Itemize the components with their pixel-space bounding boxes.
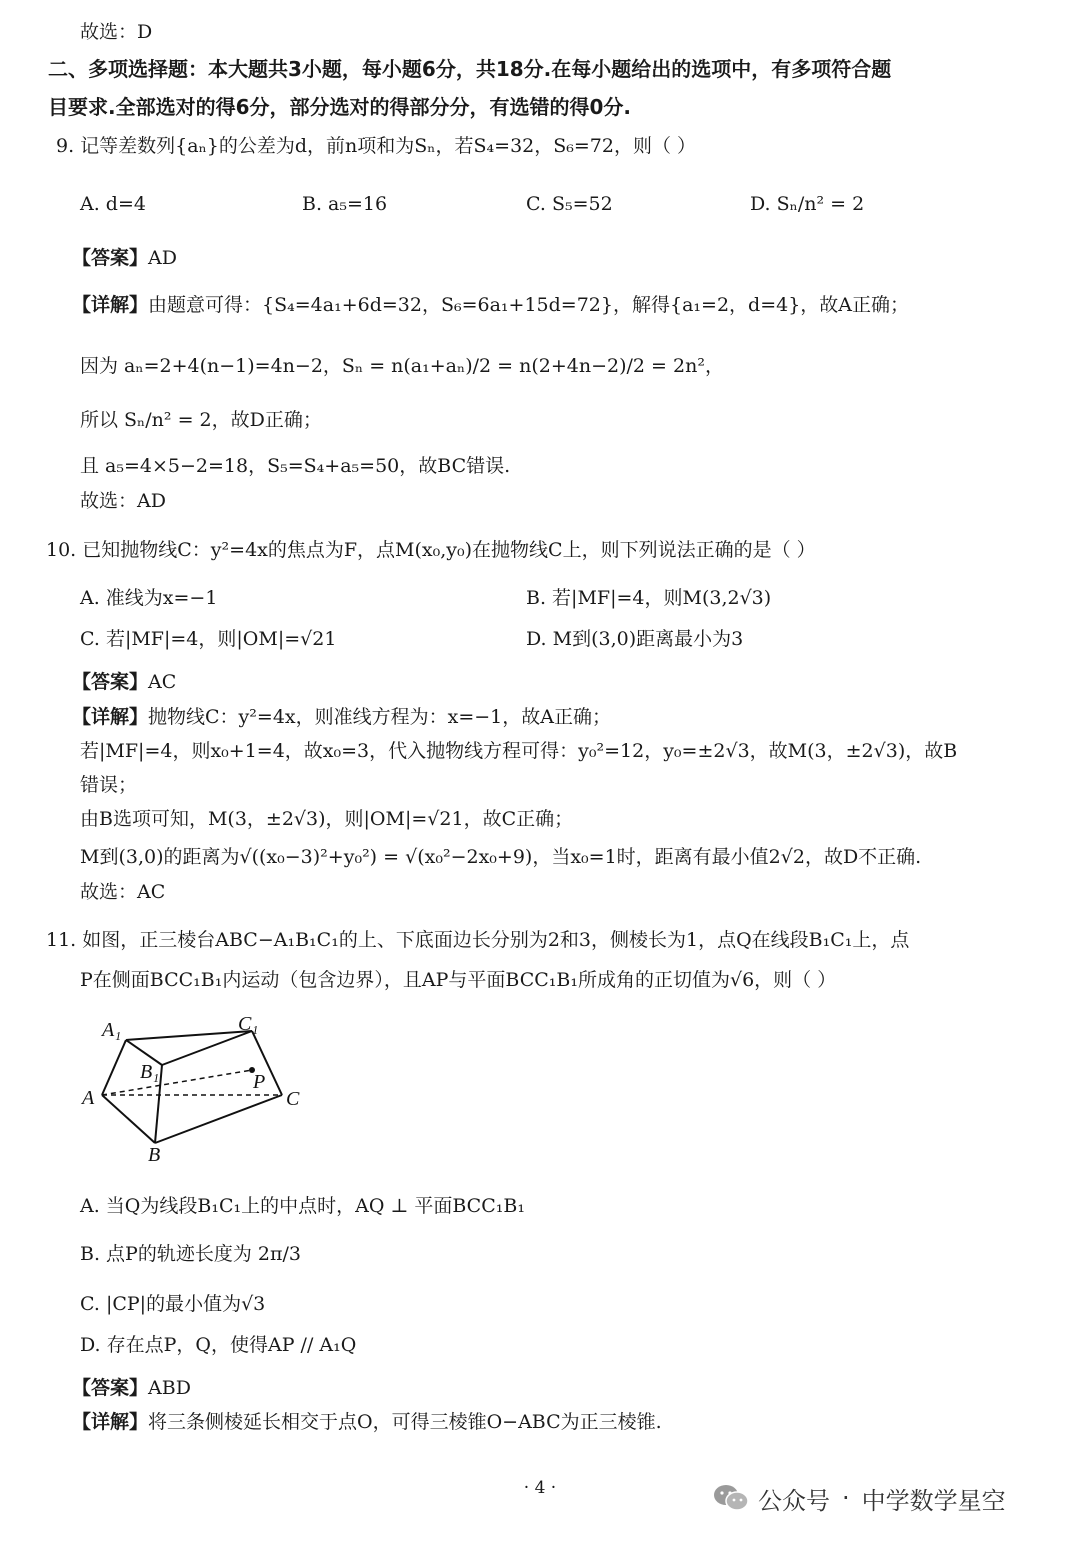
label-a: A (82, 1087, 95, 1109)
frustum-figure (70, 1008, 340, 1168)
q11-option-b: B. 点P的轨迹长度为 2π/3 (80, 1243, 301, 1265)
label-b1: B₁ (140, 1061, 160, 1083)
q10-option-a: A. 准线为x=−1 (80, 587, 218, 609)
q10-detail-3: 错误； (80, 774, 138, 796)
q11-stem-2: P在侧面BCC₁B₁内运动（包含边界），且AP与平面BCC₁B₁所成角的正切值为√6，则（ ） (80, 969, 837, 991)
q11-detail-1: 【详解】将三条侧棱延长相交于点O，可得三棱锥O−ABC为正三棱锥. (72, 1411, 662, 1433)
q10-stem: 10. 已知抛物线C：y²=4x的焦点为F，点M(x₀,y₀)在抛物线C上，则下列说法正确的是（ ） (46, 539, 816, 561)
q9-option-a: A. d=4 (80, 193, 146, 215)
q10-detail-2: 若|MF|=4，则x₀+1=4，故x₀=3，代入抛物线方程可得：y₀²=12，y₀=±2√3，故M(3，±2√3)，故B (80, 740, 958, 762)
q9-detail-2: 因为 aₙ=2+4(n−1)=4n−2，Sₙ = n(a₁+aₙ)/2 = n(2+4n−2)/2 = 2n²， (80, 355, 724, 377)
watermark-source: 公众号 (758, 1486, 830, 1515)
page-number: · 4 · (523, 1478, 557, 1498)
q9-detail-4: 且 a₅=4×5−2=18，S₅=S₄+a₅=50，故BC错误. (80, 455, 511, 477)
q10-detail-4: 由B选项可知，M(3，±2√3)，则|OM|=√21，故C正确； (80, 808, 574, 830)
q9-answer: 【答案】AD (72, 247, 177, 269)
q10-option-c: C. 若|MF|=4，则|OM|=√21 (80, 628, 337, 650)
label-b: B (148, 1144, 161, 1166)
section-header-line2: 目要求.全部选对的得6分，部分选对的得部分分，有选错的得0分. (48, 95, 632, 119)
q11-option-c: C. |CP|的最小值为√3 (80, 1293, 266, 1315)
q9-detail-5: 故选：AD (80, 490, 166, 512)
q10-option-d: D. M到(3,0)距离最小为3 (526, 628, 744, 650)
q9-stem: 9. 记等差数列{aₙ}的公差为d，前n项和为Sₙ，若S₄=32，S₆=72，则（ ） (56, 135, 697, 157)
previous-answer: 故选：D (80, 21, 153, 43)
wechat-icon (712, 1482, 750, 1514)
watermark-sep: · (842, 1484, 850, 1512)
q9-detail-3: 所以 Sₙ/n² = 2，故D正确； (80, 409, 322, 431)
q9-option-d: D. Sₙ/n² = 2 (750, 193, 865, 215)
q10-answer: 【答案】AC (72, 671, 177, 693)
q11-option-d: D. 存在点P，Q，使得AP // A₁Q (80, 1334, 357, 1356)
q9-detail-1: 【详解】由题意可得：{S₄=4a₁+6d=32，S₆=6a₁+15d=72}，解得{a₁=2，d=4}，故A正确； (72, 294, 910, 316)
q10-detail-6: 故选：AC (80, 881, 166, 903)
q10-detail-1: 【详解】抛物线C：y²=4x，则准线方程为：x=−1，故A正确； (72, 706, 611, 728)
label-c1: C₁ (238, 1013, 259, 1035)
section-header-line1: 二、多项选择题：本大题共3小题，每小题6分，共18分.在每小题给出的选项中，有多项符合题 (48, 57, 892, 81)
label-p: P (253, 1071, 266, 1093)
q10-detail-5: M到(3,0)的距离为√((x₀−3)²+y₀²) = √(x₀²−2x₀+9)，当x₀=1时，距离有最小值2√2，故D不正确. (80, 846, 922, 868)
q11-option-a: A. 当Q为线段B₁C₁上的中点时，AQ ⊥ 平面BCC₁B₁ (80, 1195, 525, 1217)
q9-option-c: C. S₅=52 (526, 193, 613, 215)
watermark-name: 中学数学星空 (861, 1486, 1006, 1515)
label-c: C (286, 1088, 300, 1110)
label-a1: A₁ (102, 1019, 122, 1041)
q11-stem-1: 11. 如图，正三棱台ABC−A₁B₁C₁的上、下底面边长分别为2和3，侧棱长为1，点Q在线段B₁C₁上，点 (46, 929, 910, 951)
q11-answer: 【答案】ABD (72, 1377, 191, 1399)
q9-option-b: B. a₅=16 (302, 193, 388, 215)
q10-option-b: B. 若|MF|=4，则M(3,2√3) (526, 587, 772, 609)
watermark (712, 1478, 1006, 1518)
